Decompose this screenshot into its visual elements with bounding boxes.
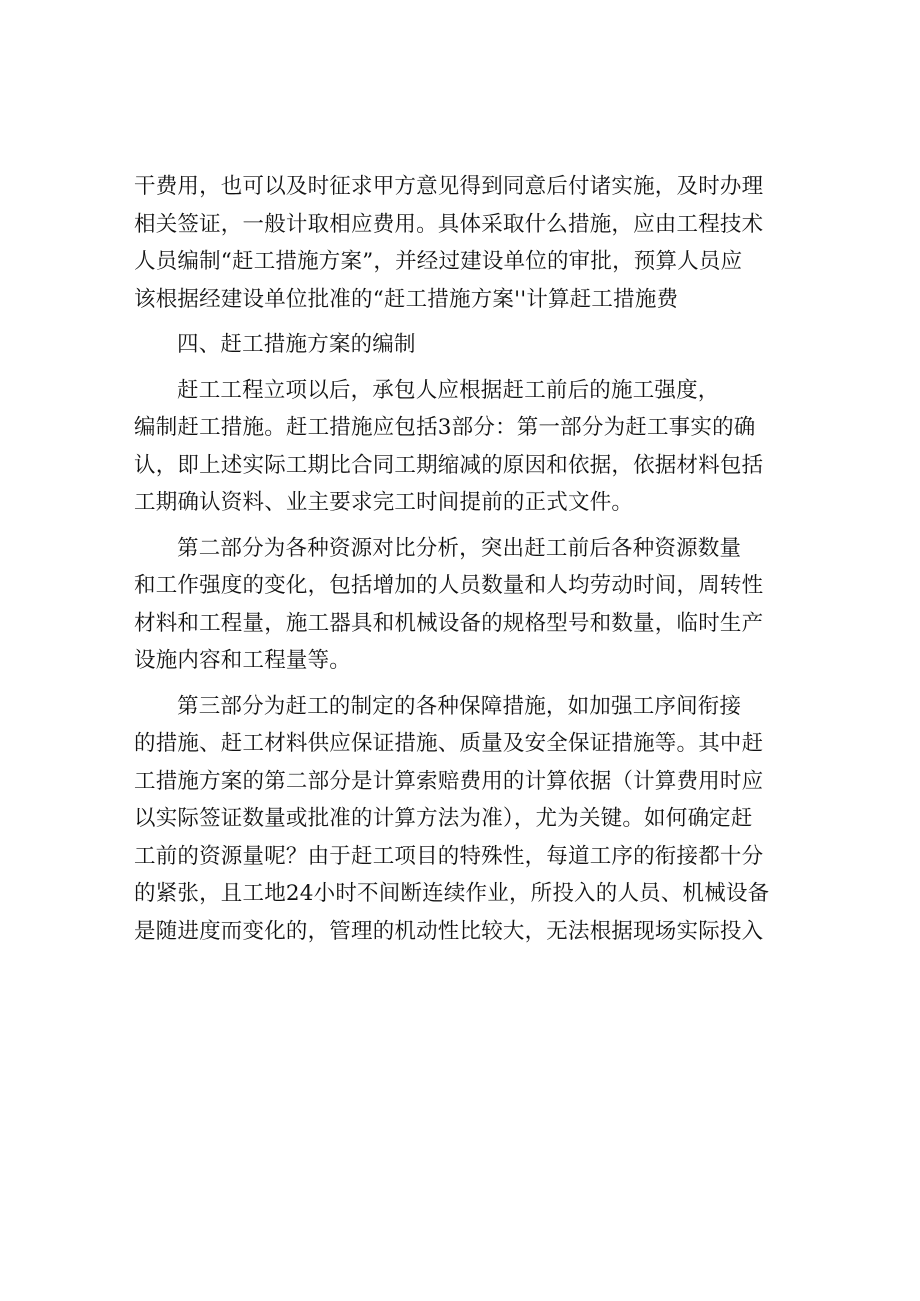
- text-line: 第二部分为各种资源对比分析，突出赶工前后各种资源数量: [177, 535, 742, 561]
- text-line: 设施内容和工程量等。: [134, 648, 352, 673]
- text-line: 第三部分为赶工的制定的各种保障措施，如加强工序间衔接: [177, 693, 742, 719]
- text-line: 编制赶工措施。赶工措施应包括3部分：第一部分为赶工事实的确: [134, 415, 756, 440]
- text-line: 材料和工程量，施工器具和机械设备的规格型号和数量，临时生产: [134, 610, 764, 636]
- text-line: 工前的资源量呢？由于赶工项目的特殊性，每道工序的衔接都十分: [134, 843, 764, 869]
- paragraph-1: [134, 168, 794, 318]
- text-line: 干费用，也可以及时征求甲方意见得到同意后付诸实施，及时办理: [134, 174, 764, 199]
- document-page: [134, 168, 794, 950]
- section-heading: [134, 326, 794, 364]
- paragraph-3: [134, 530, 794, 680]
- text-line: 以实际签证数量或批准的计算方法为准），尤为关键。如何确定赶: [134, 806, 753, 831]
- text-line: 工期确认资料、业主要求完工时间提前的正式文件。: [134, 490, 634, 515]
- text-line: 人员编制“赶工措施方案”，并经过建设单位的审批，预算人员应: [134, 249, 743, 274]
- text-line: 的措施、赶工材料供应保证措施、质量及安全保证措施等。其中赶: [134, 731, 764, 756]
- text-line: 赶工工程立项以后，承包人应根据赶工前后的施工强度，: [177, 377, 720, 403]
- paragraph-2: [134, 372, 794, 522]
- text-line: 该根据经建设单位批准的“赶工措施方案''计算赶工措施费: [134, 286, 679, 312]
- text-line: 工措施方案的第二部分是计算索赔费用的计算依据（计算费用时应: [134, 768, 764, 794]
- text-line: 和工作强度的变化，包括增加的人员数量和人均劳动时间，周转性: [134, 573, 764, 598]
- heading-line: 四、赶工措施方案的编制: [177, 332, 416, 357]
- text-line: 相关签证，一般计取相应费用。具体采取什么措施，应由工程技术: [134, 211, 764, 237]
- text-line: 认，即上述实际工期比合同工期缩减的原因和依据，依据材料包括: [134, 452, 764, 478]
- paragraph-4: [134, 688, 794, 951]
- text-line: 的紧张，且工地24小时不间断连续作业，所投入的人员、机械设备: [134, 881, 770, 906]
- text-line: 是随进度而变化的，管理的机动性比较大，无法根据现场实际投入: [134, 918, 764, 944]
